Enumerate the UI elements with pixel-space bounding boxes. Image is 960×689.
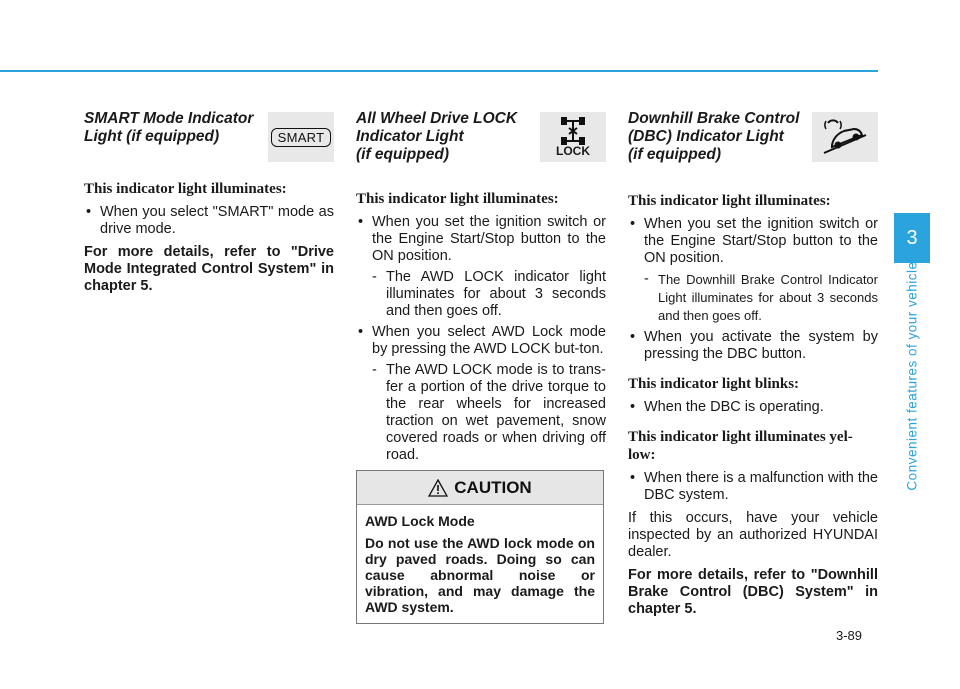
car-on-slope-icon bbox=[820, 117, 870, 157]
dash: - bbox=[372, 362, 377, 378]
bullet-list bbox=[356, 214, 606, 464]
title-line: (DBC) Indicator Light bbox=[628, 128, 784, 145]
section-title bbox=[356, 110, 534, 164]
bullet-item bbox=[628, 216, 878, 325]
section-header bbox=[356, 110, 606, 190]
bullet-list bbox=[628, 470, 878, 504]
caution-label: CAUTION bbox=[454, 477, 532, 497]
sub-item bbox=[356, 362, 606, 464]
section-smart-mode bbox=[84, 110, 334, 295]
sub-text: The Downhill Brake Control Indicator Light illuminates for about 3 seconds and then goes off. bbox=[658, 272, 878, 323]
reference-note: For more details, refer to "Downhill Brake Control (DBC) System" in chapter 5. bbox=[628, 567, 878, 617]
title-line: All Wheel Drive LOCK bbox=[356, 110, 518, 127]
subheading: This indicator light illuminates yel-low: bbox=[628, 429, 853, 463]
caution-body bbox=[357, 505, 603, 615]
sub-item bbox=[628, 271, 878, 325]
caution-box bbox=[356, 470, 604, 624]
bullet-item: • When there is a malfunction with the DBC system. bbox=[628, 470, 878, 504]
section-awd-lock bbox=[356, 110, 606, 470]
subheading: This indicator light illuminates: bbox=[356, 191, 559, 207]
caution-text: Do not use the AWD lock mode on dry paved roads. Doing so can cause abnormal noise or vibration, and may damage the AWD system. bbox=[365, 535, 595, 615]
dash: - bbox=[372, 269, 377, 285]
bullet-list bbox=[84, 204, 334, 238]
title-line: (if equipped) bbox=[356, 146, 449, 163]
bullet-item: • When the DBC is operating. bbox=[628, 399, 878, 416]
subheading: This indicator light blinks: bbox=[628, 376, 800, 392]
sub-item bbox=[356, 269, 606, 320]
warning-triangle-icon bbox=[428, 479, 448, 497]
title-line: Downhill Brake Control bbox=[628, 110, 800, 127]
reference-note: For more details, refer to "Drive Mode Integrated Control System" in chapter 5. bbox=[84, 244, 334, 294]
chapter-tab: 3 bbox=[894, 213, 930, 263]
section-title bbox=[84, 110, 262, 146]
section-header bbox=[628, 110, 878, 192]
bullet-list bbox=[628, 399, 878, 416]
title-line: Light (if equipped) bbox=[84, 128, 220, 145]
section-header bbox=[84, 110, 334, 180]
bullet-item: • When you activate the system by pressing the DBC button. bbox=[628, 329, 878, 363]
caution-header bbox=[357, 471, 603, 505]
title-line: SMART Mode Indicator bbox=[84, 110, 254, 127]
paragraph: If this occurs, have your vehicle inspected by an authorized HYUNDAI dealer. bbox=[628, 510, 878, 560]
smart-badge: SMART bbox=[271, 128, 332, 147]
subheading: This indicator light illuminates: bbox=[628, 193, 831, 209]
bullet-list bbox=[628, 216, 878, 363]
sub-text: The AWD LOCK mode is to trans-fer a portion of the drive torque to the rear wheels for increased traction on wet pavement, snow covered roads or when driving off road. bbox=[386, 362, 606, 463]
drivetrain-icon bbox=[558, 117, 588, 145]
bullet-item: • When you select "SMART" mode as drive mode. bbox=[84, 204, 334, 238]
smart-indicator-icon bbox=[268, 112, 334, 162]
chapter-title-text: Convenient features of your vehicle bbox=[904, 261, 920, 491]
title-line: (if equipped) bbox=[628, 146, 721, 163]
lock-label: LOCK bbox=[556, 144, 590, 158]
title-line: Indicator Light bbox=[356, 128, 464, 145]
top-rule bbox=[0, 70, 878, 72]
subheading: This indicator light illuminates: bbox=[84, 181, 287, 197]
bullet-text: When you set the ignition switch or the Engine Start/Stop button to the ON position. bbox=[644, 216, 878, 266]
dash: - bbox=[644, 271, 649, 287]
page-number: 3-89 bbox=[836, 628, 863, 643]
awd-lock-icon bbox=[540, 112, 606, 162]
bullet-item bbox=[356, 324, 606, 464]
caution-heading: AWD Lock Mode bbox=[365, 513, 475, 529]
section-title bbox=[628, 110, 806, 164]
bullet-text: When you set the ignition switch or the Engine Start/Stop button to the ON position. bbox=[372, 214, 606, 264]
sub-text: The AWD LOCK indicator light illuminates for about 3 seconds and then goes off. bbox=[386, 269, 606, 319]
downhill-brake-icon bbox=[812, 112, 878, 162]
bullet-item bbox=[356, 214, 606, 320]
section-dbc bbox=[628, 110, 878, 618]
bullet-text: When you select AWD Lock mode by pressing the AWD LOCK but-ton. bbox=[372, 324, 606, 357]
